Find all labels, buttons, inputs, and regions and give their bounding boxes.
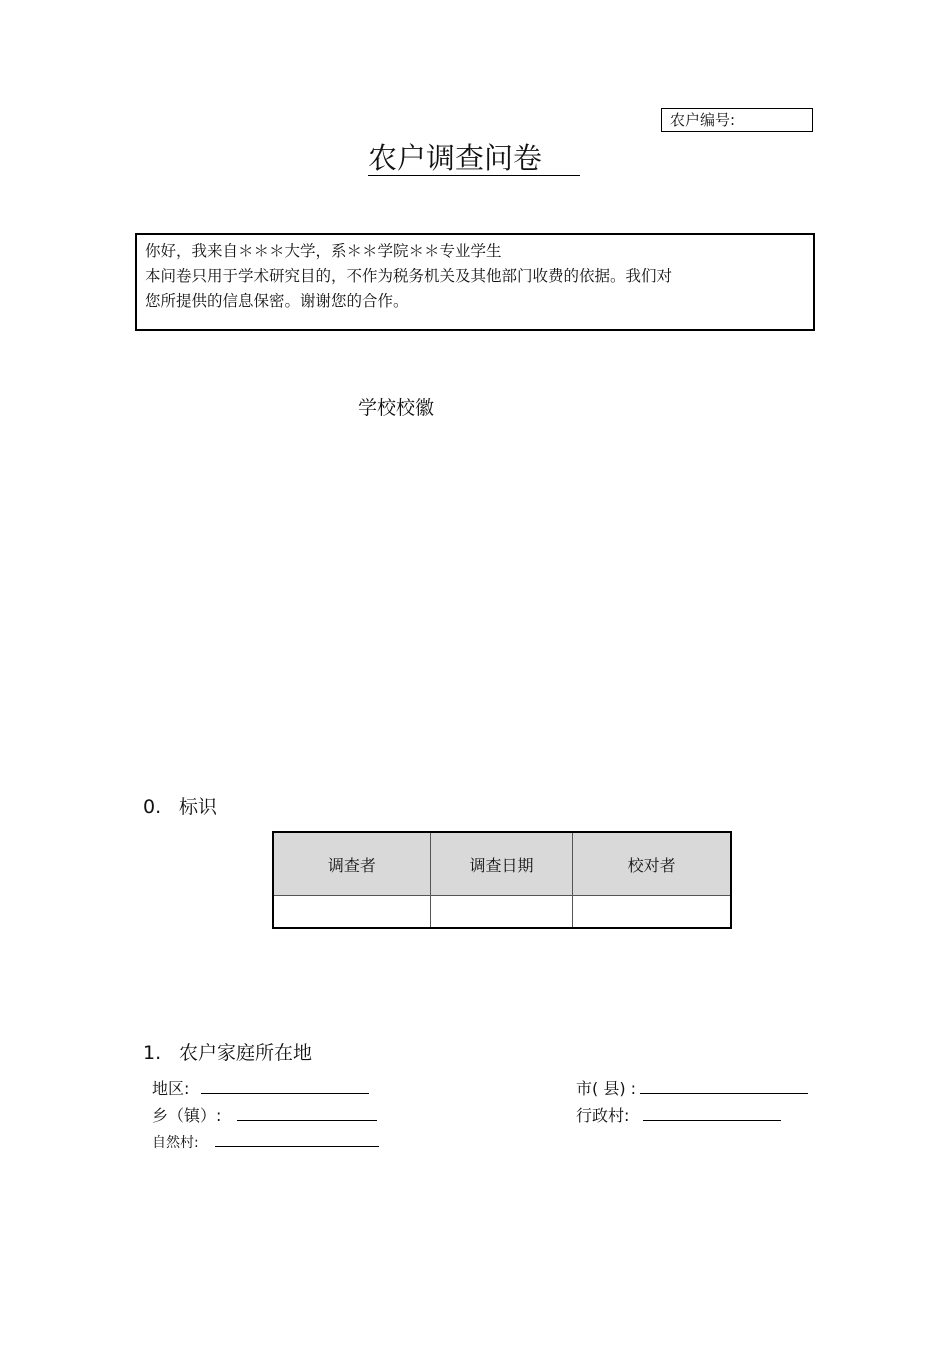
section-0-title: 标识 <box>179 796 218 818</box>
admin-village-input-line[interactable] <box>643 1106 781 1121</box>
header-proofreader: 校对者 <box>573 832 731 896</box>
intro-line-1: 你好，我来自＊＊＊大学，系＊＊学院＊＊专业学生 <box>145 242 502 260</box>
table-header-row <box>273 832 731 896</box>
household-id-box <box>661 108 813 132</box>
cell-survey-date[interactable] <box>430 896 572 929</box>
identification-table <box>272 831 732 929</box>
household-id-label: 农户编号: <box>670 111 736 129</box>
header-survey-date: 调查日期 <box>430 832 572 896</box>
region-label: 地区: <box>152 1079 190 1098</box>
city-county-field <box>576 1078 808 1100</box>
section-0-number: 0. <box>143 796 162 818</box>
section-0-heading <box>143 794 217 820</box>
section-1-number: 1. <box>143 1042 162 1064</box>
natural-village-field <box>152 1132 379 1154</box>
township-label: 乡（镇）: <box>152 1106 222 1125</box>
natural-village-input-line[interactable] <box>215 1132 379 1147</box>
township-field <box>152 1105 377 1127</box>
intro-line-2: 本问卷只用于学术研究目的，不作为税务机关及其他部门收费的依据。我们对 <box>145 267 673 285</box>
cell-proofreader[interactable] <box>573 896 731 929</box>
header-surveyor: 调查者 <box>273 832 430 896</box>
region-field <box>152 1078 369 1100</box>
cell-surveyor[interactable] <box>273 896 430 929</box>
intro-line-3: 您所提供的信息保密。谢谢您的合作。 <box>145 292 409 310</box>
township-input-line[interactable] <box>237 1106 377 1121</box>
page-title: 农户调查问卷 <box>368 140 580 176</box>
city-county-label: 市( 县) : <box>576 1079 637 1098</box>
section-1-heading <box>143 1040 312 1066</box>
region-input-line[interactable] <box>201 1079 369 1094</box>
natural-village-label: 自然村: <box>152 1135 199 1151</box>
admin-village-field <box>576 1105 781 1127</box>
table-row <box>273 896 731 929</box>
admin-village-label: 行政村: <box>576 1106 630 1125</box>
city-county-input-line[interactable] <box>640 1079 808 1094</box>
intro-box <box>135 233 815 331</box>
section-1-title: 农户家庭所在地 <box>179 1042 313 1064</box>
school-logo-label: 学校校徽 <box>358 397 435 419</box>
